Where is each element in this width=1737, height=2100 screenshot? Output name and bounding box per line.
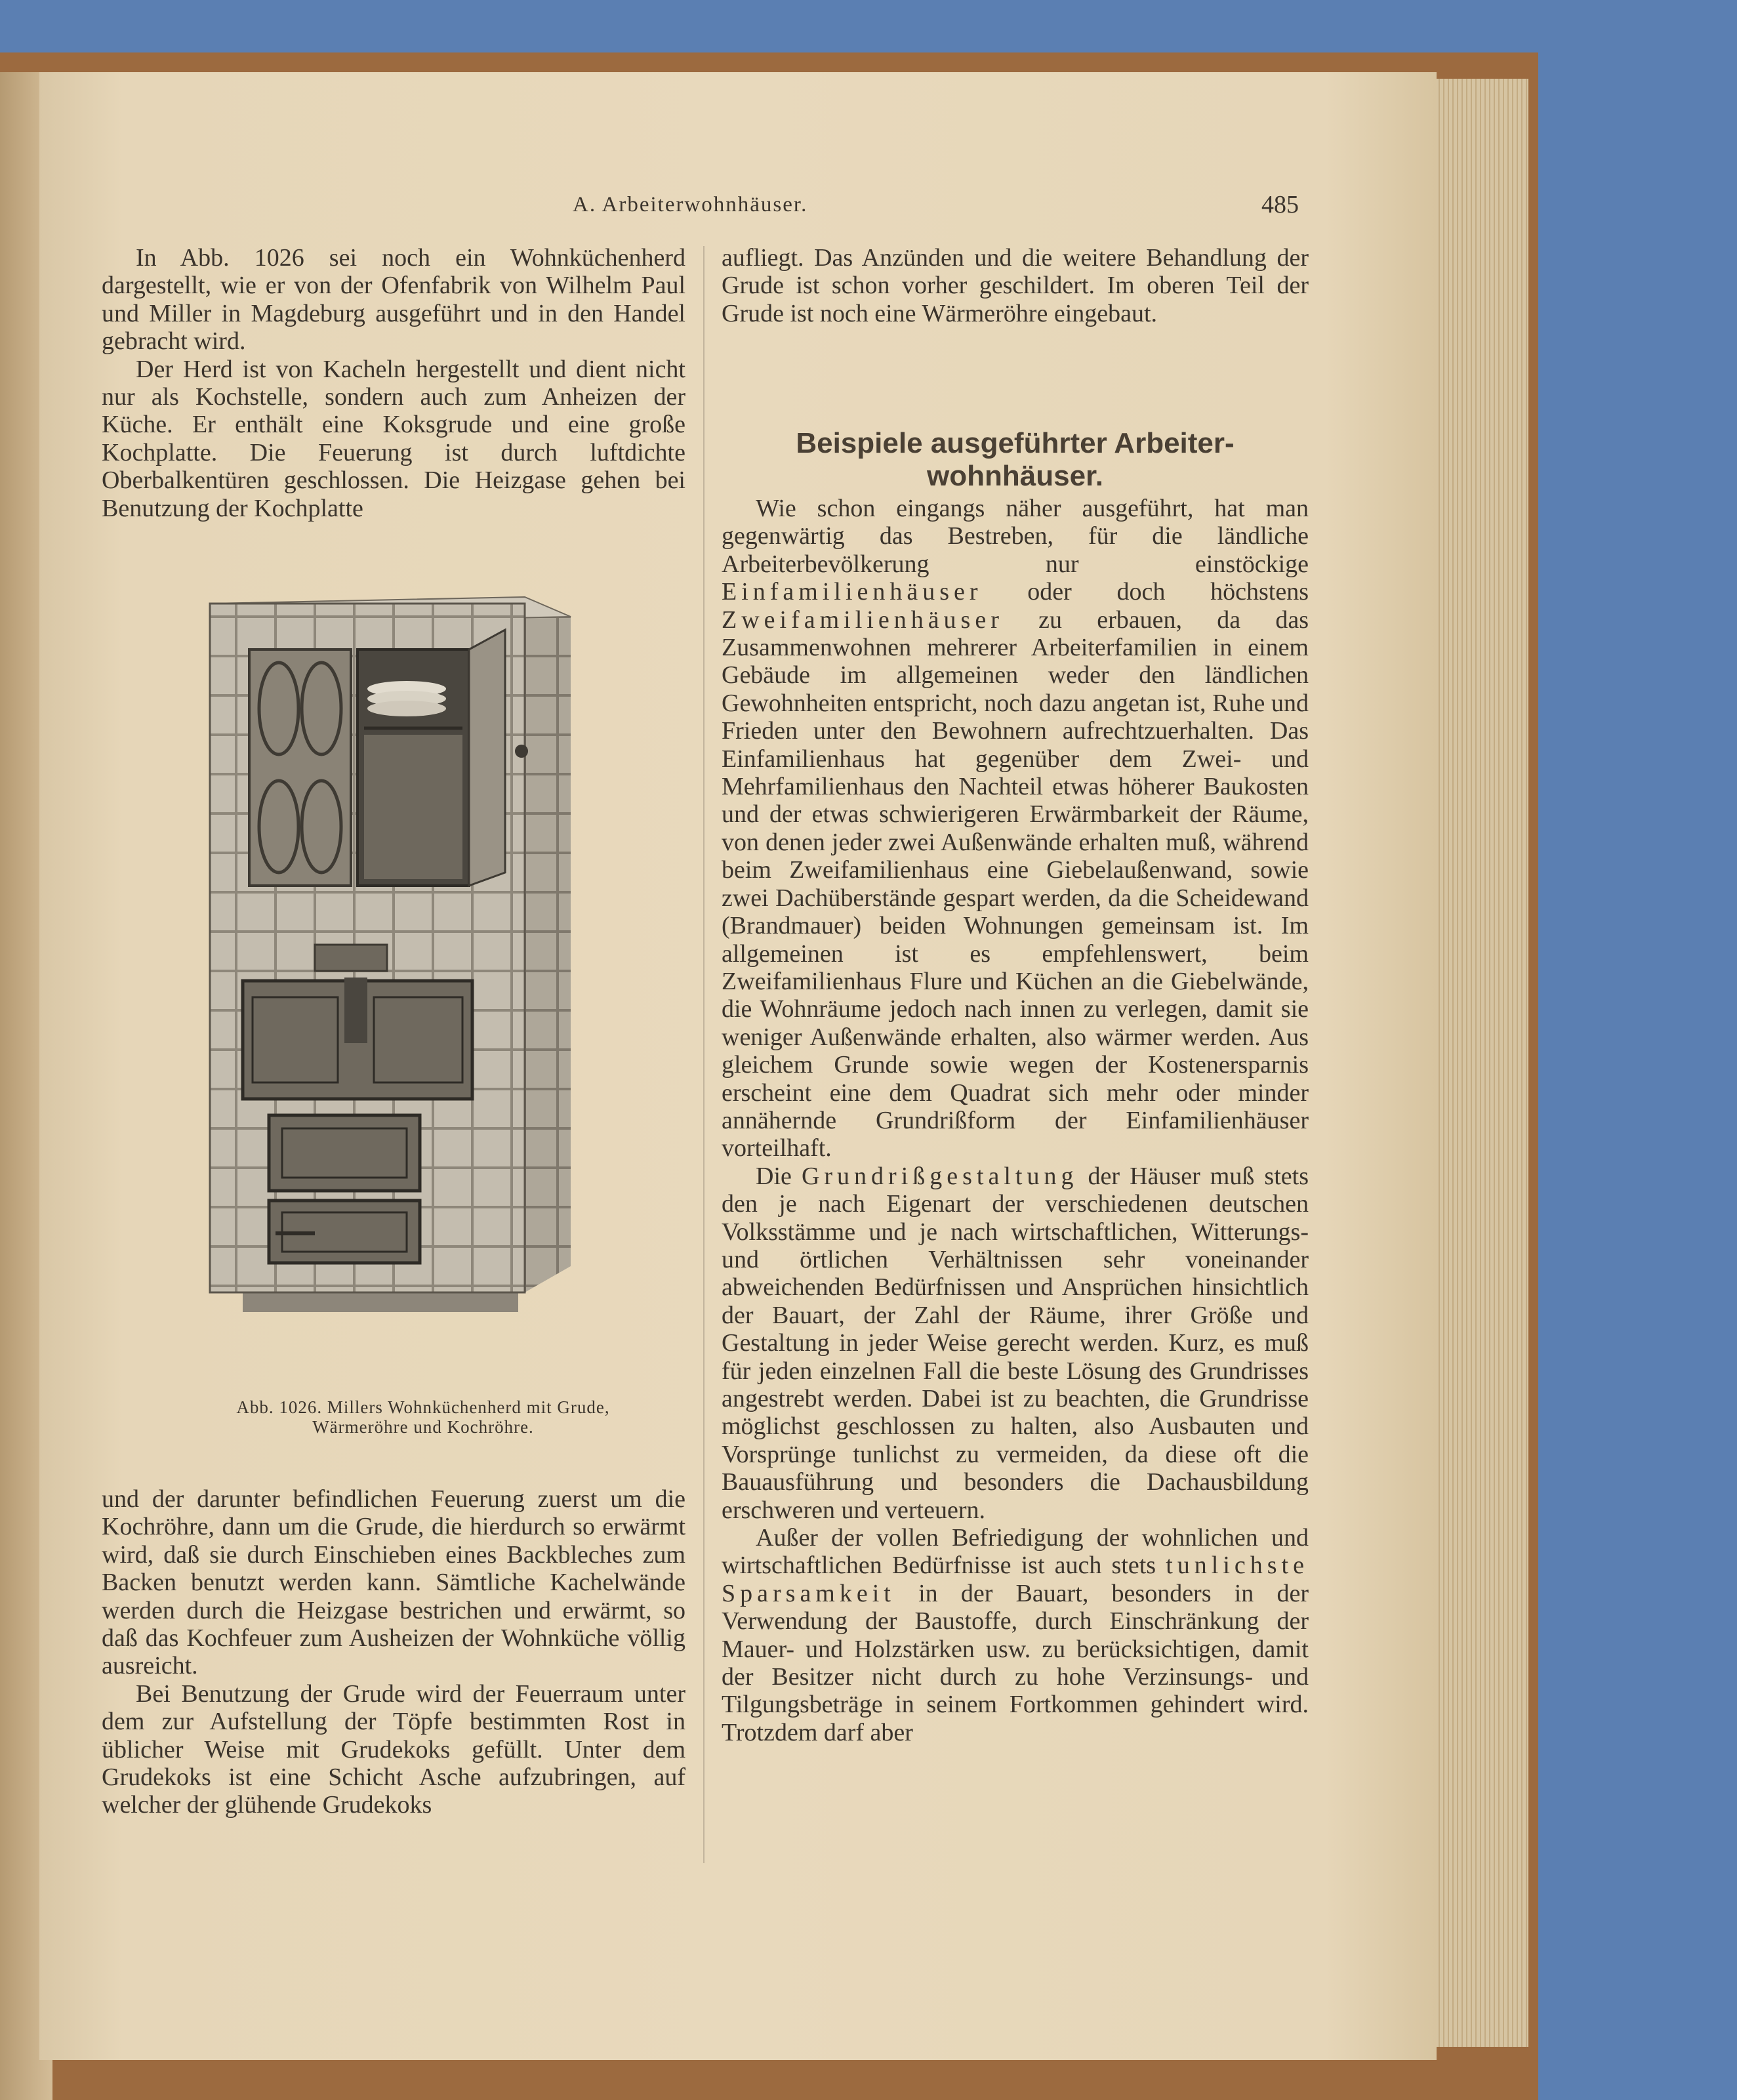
caption-line: Wärmeröhre und Kochröhre. bbox=[312, 1417, 534, 1437]
stove-illustration bbox=[197, 577, 603, 1319]
section-heading bbox=[722, 427, 1309, 493]
caption-line: Abb. 1026. Millers Wohnküchenherd mit Grude, bbox=[236, 1397, 610, 1417]
paragraph: aufliegt. Das Anzünden und die weitere Behandlung der Grude ist schon vorher geschildert. Im oberen Teil der Grude ist noch eine Wärmeröhre eingebaut. bbox=[722, 244, 1309, 327]
column-divider bbox=[703, 246, 705, 1863]
left-column-bottom bbox=[102, 1485, 685, 1819]
left-column-top bbox=[102, 244, 685, 522]
emphasized-term: Grundrißgestaltung bbox=[801, 1162, 1078, 1190]
paragraph bbox=[722, 495, 1309, 1163]
emphasized-term: Einfamilienhäuser bbox=[722, 578, 983, 606]
text-run: in der Bauart, besonders in der Verwendung der Baustoffe, durch Einschränkung der Mauer- und Holzstärken usw. zu berücksichtigen, damit der Besitzer nicht durch zu hohe Verzinsungs- und Tilgungsbeträge in seinem Fortkommen gehindert wird. Trotzdem darf aber bbox=[722, 1579, 1309, 1746]
kitchen-stove-image bbox=[197, 577, 603, 1319]
emphasized-term: Zweifamilienhäuser bbox=[722, 606, 1004, 634]
figure-caption bbox=[187, 1397, 659, 1437]
emphasized-term: tunlichste Sparsamkeit bbox=[722, 1552, 1309, 1607]
paragraph bbox=[722, 1524, 1309, 1746]
text-run: Die bbox=[756, 1162, 802, 1190]
text-run: Außer der vollen Befriedigung der wohnlichen und wirtschaftlichen Bedürfnisse ist auch stets bbox=[722, 1524, 1309, 1580]
page-number: 485 bbox=[1261, 191, 1299, 218]
paragraph: Bei Benutzung der Grude wird der Feuerraum unter dem zur Aufstellung der Töpfe bestimmten Rost in üblicher Weise mit Grudekoks gefüllt. Unter dem Grudekoks ist eine Schicht Asche aufzubringen, auf welcher der glühende Grudekoks bbox=[102, 1679, 685, 1819]
right-column-top bbox=[722, 244, 1309, 327]
paragraph: In Abb. 1026 sei noch ein Wohnküchenherd dargestellt, wie er von der Ofenfabrik von Wilhelm Paul und Miller in Magdeburg ausgeführt und in den Handel gebracht wird. bbox=[102, 244, 685, 356]
paragraph bbox=[722, 1163, 1309, 1524]
text-run: oder doch höchstens bbox=[982, 578, 1309, 606]
paragraph: und der darunter befindlichen Feuerung zuerst um die Kochröhre, dann um die Grude, die hierdurch so erwärmt wird, daß sie durch Einschieben eines Backbleches zum Backen benutzt werden kann. Sämtliche Kachelwände werden durch die Heizgase bestrichen und erwärmt, so daß das Kochfeuer zum Ausheizen der Wohnküche völlig ausreicht. bbox=[102, 1485, 685, 1680]
paragraph: Der Herd ist von Kacheln hergestellt und dient nicht nur als Kochstelle, sondern auch zum Anheizen der Küche. Er enthält eine Koksgrude und eine große Kochplatte. Die Feuerung ist durch luftdichte Oberbalkentüren geschlossen. Die Heizgase gehen bei Benutzung der Kochplatte bbox=[102, 355, 685, 522]
text-run: der Häuser muß stets den je nach Eigenart der verschiedenen deutschen Volksstämme und je nach wirtschaftlichen, Witterungs- und örtlichen Verhältnissen sehr voneinander abweichenden Bedürfnissen und Ansprüchen hinsichtlich der Bauart, der Zahl der Räume, ihrer Größe und Gestaltung in jeder Weise gerecht werden. Kurz, es muß für jeden einzelnen Fall die beste Lösung des Grundrisses angestrebt werden. Dabei ist zu beachten, die Grundrisse möglichst geschlossen zu halten, also Ausbauten und Vorsprünge tunlichst zu vermeiden, da diese oft die Bauausführung und besonders die Dachausbildung erschweren und verteuern. bbox=[722, 1162, 1309, 1524]
right-column-body bbox=[722, 495, 1309, 1746]
text-run: zu erbauen, da das Zusammenwohnen mehrerer Arbeiterfamilien in einem Gebäude im allgemeinen weder den ländlichen Gewohnheiten entspricht, noch dazu angetan ist, Ruhe und Frieden unter den Bewohnern aufrechtzuerhalten. Das Einfamilienhaus hat gegenüber dem Zwei- und Mehrfamilienhaus den Nachteil etwas höherer Baukosten und der etwas schwierigeren Erwärmbarkeit der Räume, von denen jeder zwei Außenwände erhalten muß, während beim Zweifamilienhaus eine Giebelaußenwand, sowie zwei Dachüberstände gespart werden, da die Scheidewand (Brandmauer) beiden Wohnungen gemeinsam ist. Im allgemeinen ist es empfehlenswert, beim Zweifamilienhaus Flure und Küchen an die Giebelwände, die Wohnräume jedoch nach innen zu verlegen, damit sie weniger Außenwände erhalten, also wärmer werden. Aus gleichem Grunde sowie wegen der Kostenersparnis erscheint eine dem Quadrat sich mehr oder minder annähernde Grundrißform der Einfamilienhäuser vorteilhaft. bbox=[722, 606, 1309, 1163]
heading-line: wohnhäuser. bbox=[927, 460, 1103, 492]
text-run: Wie schon eingangs näher ausgeführt, hat man gegenwärtig das Bestreben, für die ländliche Arbeiterbevölkerung nur einstöckige bbox=[722, 495, 1309, 578]
heading-line: Beispiele ausgeführter Arbeiter- bbox=[796, 427, 1235, 459]
running-head: A. Arbeiterwohnhäuser. bbox=[573, 193, 808, 216]
